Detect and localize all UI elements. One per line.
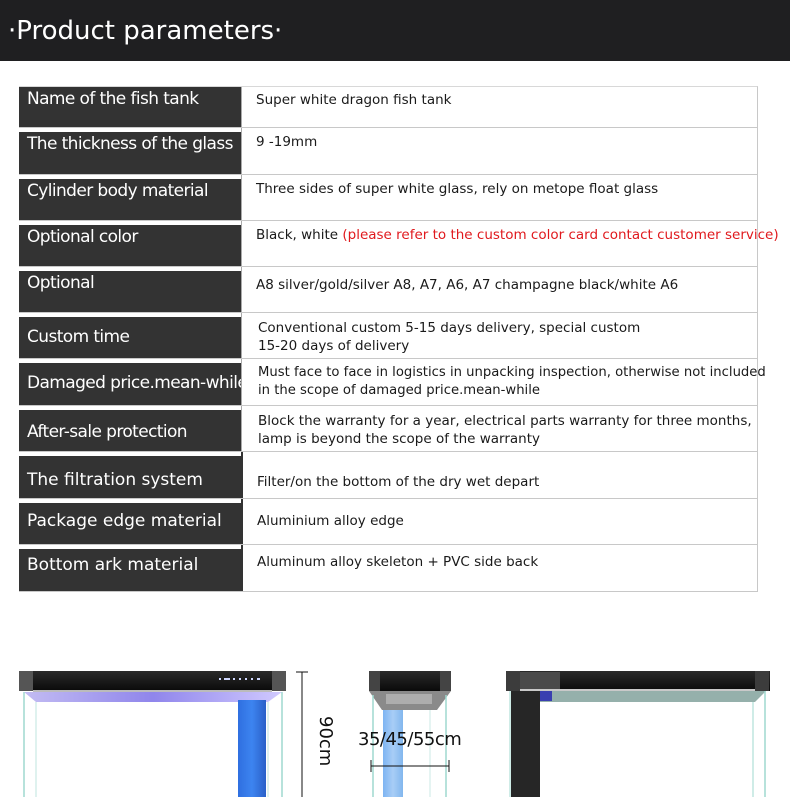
table-row [19, 359, 766, 406]
param-label-text: Damaged price.mean-while [27, 373, 248, 393]
tank-diagrams-svg [0, 640, 790, 797]
table-row [19, 545, 757, 591]
param-value [241, 452, 757, 498]
table-row [19, 128, 757, 175]
param-value [241, 175, 757, 220]
table-row [19, 452, 757, 499]
param-label [19, 271, 241, 312]
lid-left-cap [19, 671, 33, 691]
param-value [241, 128, 757, 174]
param-value-text: A8 silver/gold/silver A8, A7, A6, A7 champagne black/white A6 [256, 277, 679, 293]
blue-light-accent [540, 691, 552, 701]
param-label-text: Optional [27, 273, 95, 293]
param-value-text: Three sides of super white glass, rely on metope float glass [256, 181, 659, 197]
table-row [19, 267, 757, 313]
param-label-text: Custom time [27, 327, 130, 347]
param-label [19, 132, 241, 174]
param-label [19, 225, 241, 266]
lid-trim [33, 690, 272, 692]
param-label [19, 549, 241, 591]
param-label [19, 410, 241, 451]
page-header [0, 0, 790, 61]
table-row [19, 221, 779, 267]
param-value [241, 406, 757, 451]
front-view-tank [19, 671, 286, 797]
param-value-text [256, 226, 779, 244]
value-line-1: Must face to face in logistics in unpacking inspection, otherwise not included [258, 365, 766, 380]
param-label [19, 456, 241, 498]
param-value [241, 313, 757, 358]
param-value [241, 221, 779, 266]
product-parameters-table [19, 86, 779, 592]
value-line-2: in the scope of damaged price.mean-while [258, 383, 540, 398]
param-value [241, 499, 757, 544]
value-line-2: 15-20 days of delivery [258, 338, 410, 354]
tank-illustrations [0, 640, 790, 797]
page-title: ·Product parameters· [8, 16, 283, 46]
value-line-1: Conventional custom 5-15 days delivery, special custom [258, 320, 641, 336]
depth-label: 35/45/55cm [358, 729, 462, 750]
depth-dimension [371, 760, 449, 772]
table-row [19, 87, 757, 128]
param-label-text: After-sale protection [27, 422, 187, 442]
param-value-text: Aluminium alloy edge [257, 513, 404, 529]
param-label-text: Name of the fish tank [27, 89, 199, 109]
param-value-text: 9 -19mm [256, 134, 318, 150]
height-dimension [296, 672, 308, 797]
lid-right-cap [440, 671, 451, 691]
param-value-text [258, 412, 752, 448]
filter-column [238, 700, 266, 797]
param-label-text: Package edge material [27, 511, 222, 531]
param-value-text: Super white dragon fish tank [256, 92, 452, 108]
lid-left-cap [506, 671, 520, 691]
lid-right-cap [272, 671, 286, 691]
param-label [19, 503, 241, 544]
param-value-text: Filter/on the bottom of the dry wet depart [257, 474, 540, 490]
tank-lid [19, 671, 286, 691]
table-row [19, 499, 757, 545]
value-line-1: Block the warranty for a year, electrical parts warranty for three months, [258, 413, 752, 429]
param-label [19, 317, 241, 358]
param-value [241, 545, 757, 591]
param-label-text: The filtration system [27, 470, 203, 490]
lid-left-cap [369, 671, 380, 691]
param-label-text: The thickness of the glass [27, 134, 233, 154]
filter-column [383, 710, 403, 797]
tank-lid [369, 671, 451, 691]
lid-trim [520, 689, 755, 691]
param-value-text [258, 319, 640, 355]
param-value [241, 359, 766, 405]
lid-right-cap [755, 671, 769, 691]
table-row [19, 406, 757, 452]
param-label-text: Cylinder body material [27, 181, 208, 201]
custom-color-note: (please refer to the custom color card contact customer service) [342, 227, 779, 243]
param-label-text: Optional color [27, 227, 138, 247]
lid-panel [520, 672, 560, 689]
param-value-text [258, 364, 766, 400]
param-label [19, 87, 241, 127]
param-value-text: Aluminum alloy skeleton + PVC side back [257, 554, 539, 570]
param-label [19, 363, 248, 405]
table-row [19, 175, 757, 221]
param-value [241, 87, 757, 127]
light-fixture [540, 691, 766, 702]
back-view-tank [506, 671, 770, 797]
color-options-text: Black, white [256, 227, 343, 243]
value-line-2: lamp is beyond the scope of the warranty [258, 431, 541, 447]
table-row [19, 313, 757, 359]
param-label-text: Bottom ark material [27, 555, 199, 575]
light-fixture [386, 694, 432, 704]
param-label [19, 179, 241, 220]
back-panel-column [511, 691, 540, 797]
param-value [241, 267, 757, 312]
height-label: 90cm [315, 716, 336, 767]
